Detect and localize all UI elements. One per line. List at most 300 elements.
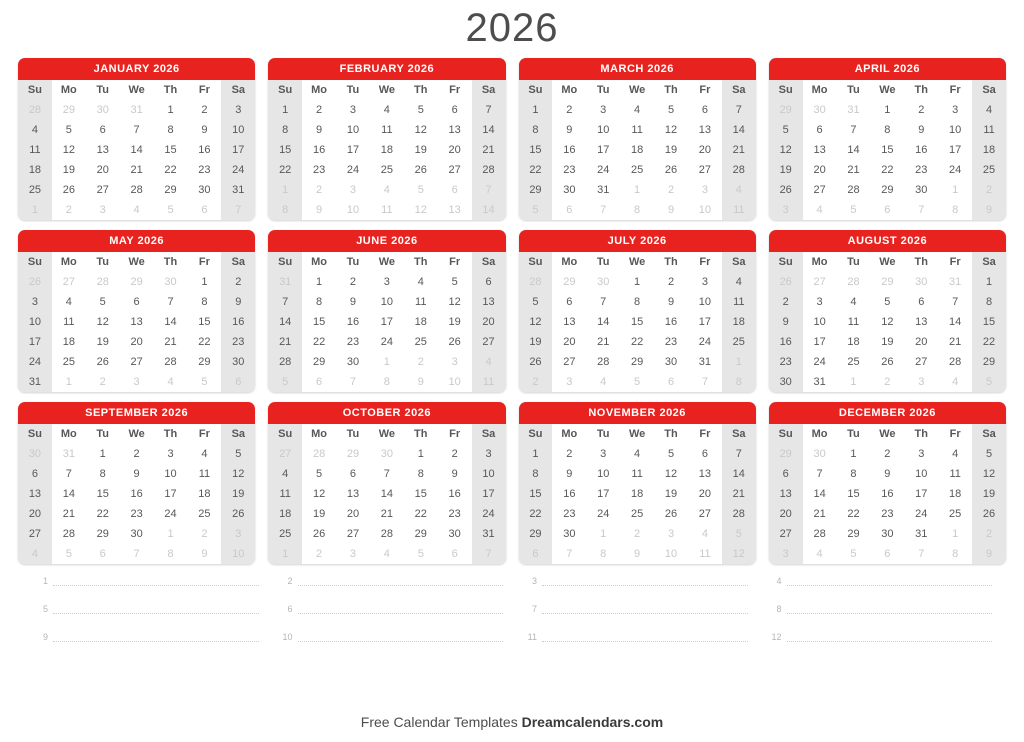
day-cell-outside[interactable]: 29 bbox=[552, 272, 586, 292]
day-cell[interactable]: 8 bbox=[519, 120, 553, 140]
day-cell[interactable]: 21 bbox=[938, 332, 972, 352]
day-cell[interactable]: 27 bbox=[438, 160, 472, 180]
day-cell[interactable]: 16 bbox=[552, 484, 586, 504]
day-cell[interactable]: 14 bbox=[586, 312, 620, 332]
day-cell[interactable]: 30 bbox=[769, 372, 803, 392]
day-cell[interactable]: 4 bbox=[268, 464, 302, 484]
day-cell-outside[interactable]: 5 bbox=[837, 544, 871, 564]
day-cell[interactable]: 13 bbox=[18, 484, 52, 504]
day-cell-outside[interactable]: 8 bbox=[154, 544, 188, 564]
note-rule[interactable] bbox=[298, 632, 504, 642]
day-cell-outside[interactable]: 4 bbox=[154, 372, 188, 392]
day-cell-outside[interactable]: 2 bbox=[620, 524, 654, 544]
day-cell[interactable]: 26 bbox=[769, 180, 803, 200]
day-cell[interactable]: 21 bbox=[154, 332, 188, 352]
day-cell[interactable]: 27 bbox=[120, 352, 154, 372]
day-cell-outside[interactable]: 11 bbox=[472, 372, 506, 392]
day-cell[interactable]: 14 bbox=[154, 312, 188, 332]
day-cell[interactable]: 18 bbox=[404, 312, 438, 332]
day-cell[interactable]: 6 bbox=[769, 464, 803, 484]
day-cell[interactable]: 7 bbox=[268, 292, 302, 312]
day-cell[interactable]: 31 bbox=[904, 524, 938, 544]
day-cell[interactable]: 21 bbox=[803, 504, 837, 524]
day-cell[interactable]: 10 bbox=[154, 464, 188, 484]
day-cell-outside[interactable]: 4 bbox=[472, 352, 506, 372]
day-cell[interactable]: 27 bbox=[336, 524, 370, 544]
day-cell-outside[interactable]: 7 bbox=[120, 544, 154, 564]
day-cell[interactable]: 1 bbox=[519, 100, 553, 120]
day-cell-outside[interactable]: 1 bbox=[154, 524, 188, 544]
day-cell[interactable]: 11 bbox=[370, 120, 404, 140]
day-cell[interactable]: 4 bbox=[18, 120, 52, 140]
day-cell[interactable]: 24 bbox=[803, 352, 837, 372]
day-cell[interactable]: 16 bbox=[769, 332, 803, 352]
day-cell-outside[interactable]: 2 bbox=[52, 200, 86, 220]
day-cell[interactable]: 3 bbox=[938, 100, 972, 120]
day-cell-outside[interactable]: 4 bbox=[370, 180, 404, 200]
day-cell[interactable]: 6 bbox=[86, 120, 120, 140]
day-cell[interactable]: 20 bbox=[472, 312, 506, 332]
day-cell[interactable]: 2 bbox=[120, 444, 154, 464]
day-cell-outside[interactable]: 5 bbox=[404, 180, 438, 200]
day-cell[interactable]: 6 bbox=[120, 292, 154, 312]
day-cell-outside[interactable]: 29 bbox=[769, 444, 803, 464]
day-cell-outside[interactable]: 4 bbox=[803, 200, 837, 220]
day-cell-outside[interactable]: 3 bbox=[438, 352, 472, 372]
day-cell[interactable]: 17 bbox=[803, 332, 837, 352]
day-cell[interactable]: 21 bbox=[472, 140, 506, 160]
day-cell-outside[interactable]: 8 bbox=[620, 200, 654, 220]
day-cell[interactable]: 28 bbox=[722, 160, 756, 180]
day-cell[interactable]: 17 bbox=[586, 484, 620, 504]
day-cell-outside[interactable]: 10 bbox=[654, 544, 688, 564]
day-cell-outside[interactable]: 3 bbox=[336, 180, 370, 200]
day-cell[interactable]: 4 bbox=[370, 100, 404, 120]
day-cell[interactable]: 6 bbox=[438, 100, 472, 120]
day-cell-outside[interactable]: 10 bbox=[221, 544, 255, 564]
day-cell[interactable]: 25 bbox=[370, 160, 404, 180]
day-cell[interactable]: 16 bbox=[221, 312, 255, 332]
day-cell[interactable]: 4 bbox=[620, 444, 654, 464]
day-cell[interactable]: 24 bbox=[586, 160, 620, 180]
day-cell[interactable]: 19 bbox=[221, 484, 255, 504]
day-cell[interactable]: 11 bbox=[972, 120, 1006, 140]
day-cell[interactable]: 23 bbox=[302, 160, 336, 180]
day-cell[interactable]: 19 bbox=[972, 484, 1006, 504]
day-cell[interactable]: 31 bbox=[803, 372, 837, 392]
day-cell-outside[interactable]: 12 bbox=[722, 544, 756, 564]
day-cell[interactable]: 23 bbox=[870, 504, 904, 524]
day-cell[interactable]: 13 bbox=[472, 292, 506, 312]
day-cell[interactable]: 28 bbox=[938, 352, 972, 372]
day-cell-outside[interactable]: 1 bbox=[370, 352, 404, 372]
day-cell[interactable]: 6 bbox=[803, 120, 837, 140]
day-cell-outside[interactable]: 7 bbox=[586, 200, 620, 220]
day-cell-outside[interactable]: 7 bbox=[904, 200, 938, 220]
note-line[interactable] bbox=[766, 576, 993, 586]
day-cell-outside[interactable]: 5 bbox=[722, 524, 756, 544]
day-cell[interactable]: 26 bbox=[870, 352, 904, 372]
day-cell[interactable]: 9 bbox=[221, 292, 255, 312]
day-cell-outside[interactable]: 1 bbox=[18, 200, 52, 220]
day-cell[interactable]: 4 bbox=[972, 100, 1006, 120]
day-cell[interactable]: 15 bbox=[519, 484, 553, 504]
day-cell[interactable]: 20 bbox=[552, 332, 586, 352]
day-cell[interactable]: 14 bbox=[938, 312, 972, 332]
day-cell-outside[interactable]: 30 bbox=[904, 272, 938, 292]
day-cell-outside[interactable]: 3 bbox=[904, 372, 938, 392]
day-cell[interactable]: 30 bbox=[120, 524, 154, 544]
day-cell[interactable]: 21 bbox=[268, 332, 302, 352]
day-cell[interactable]: 7 bbox=[837, 120, 871, 140]
day-cell[interactable]: 17 bbox=[336, 140, 370, 160]
day-cell[interactable]: 23 bbox=[552, 504, 586, 524]
day-cell-outside[interactable]: 10 bbox=[688, 200, 722, 220]
day-cell[interactable]: 14 bbox=[803, 484, 837, 504]
day-cell[interactable]: 9 bbox=[120, 464, 154, 484]
day-cell[interactable]: 22 bbox=[837, 504, 871, 524]
day-cell[interactable]: 10 bbox=[472, 464, 506, 484]
day-cell-outside[interactable]: 31 bbox=[938, 272, 972, 292]
day-cell-outside[interactable]: 7 bbox=[472, 544, 506, 564]
day-cell[interactable]: 6 bbox=[336, 464, 370, 484]
day-cell[interactable]: 12 bbox=[302, 484, 336, 504]
day-cell-outside[interactable]: 1 bbox=[268, 180, 302, 200]
day-cell-outside[interactable]: 4 bbox=[688, 524, 722, 544]
day-cell[interactable]: 23 bbox=[438, 504, 472, 524]
day-cell-outside[interactable]: 29 bbox=[769, 100, 803, 120]
day-cell-outside[interactable]: 30 bbox=[86, 100, 120, 120]
day-cell[interactable]: 19 bbox=[52, 160, 86, 180]
day-cell[interactable]: 20 bbox=[120, 332, 154, 352]
day-cell-outside[interactable]: 29 bbox=[120, 272, 154, 292]
day-cell[interactable]: 22 bbox=[620, 332, 654, 352]
day-cell-outside[interactable]: 9 bbox=[187, 544, 221, 564]
day-cell[interactable]: 9 bbox=[438, 464, 472, 484]
day-cell-outside[interactable]: 30 bbox=[803, 444, 837, 464]
day-cell-outside[interactable]: 6 bbox=[86, 544, 120, 564]
day-cell[interactable]: 12 bbox=[654, 464, 688, 484]
day-cell[interactable]: 8 bbox=[268, 120, 302, 140]
note-rule[interactable] bbox=[298, 576, 504, 586]
day-cell[interactable]: 5 bbox=[86, 292, 120, 312]
day-cell[interactable]: 12 bbox=[221, 464, 255, 484]
day-cell[interactable]: 18 bbox=[620, 140, 654, 160]
day-cell[interactable]: 5 bbox=[302, 464, 336, 484]
day-cell-outside[interactable]: 13 bbox=[438, 200, 472, 220]
day-cell[interactable]: 15 bbox=[519, 140, 553, 160]
day-cell[interactable]: 24 bbox=[904, 504, 938, 524]
day-cell-outside[interactable]: 2 bbox=[654, 180, 688, 200]
note-rule[interactable] bbox=[542, 576, 748, 586]
day-cell-outside[interactable]: 6 bbox=[519, 544, 553, 564]
day-cell[interactable]: 19 bbox=[769, 160, 803, 180]
day-cell[interactable]: 15 bbox=[268, 140, 302, 160]
note-line[interactable] bbox=[32, 632, 259, 642]
day-cell[interactable]: 8 bbox=[86, 464, 120, 484]
note-rule[interactable] bbox=[542, 632, 748, 642]
day-cell[interactable]: 29 bbox=[302, 352, 336, 372]
day-cell-outside[interactable]: 3 bbox=[120, 372, 154, 392]
day-cell-outside[interactable]: 2 bbox=[972, 524, 1006, 544]
day-cell-outside[interactable]: 28 bbox=[302, 444, 336, 464]
day-cell[interactable]: 29 bbox=[187, 352, 221, 372]
note-rule[interactable] bbox=[787, 576, 993, 586]
day-cell[interactable]: 13 bbox=[438, 120, 472, 140]
day-cell[interactable]: 1 bbox=[837, 444, 871, 464]
day-cell[interactable]: 3 bbox=[904, 444, 938, 464]
day-cell[interactable]: 10 bbox=[938, 120, 972, 140]
day-cell[interactable]: 18 bbox=[938, 484, 972, 504]
day-cell[interactable]: 1 bbox=[972, 272, 1006, 292]
day-cell[interactable]: 16 bbox=[870, 484, 904, 504]
day-cell[interactable]: 8 bbox=[972, 292, 1006, 312]
day-cell-outside[interactable]: 6 bbox=[438, 544, 472, 564]
day-cell[interactable]: 10 bbox=[586, 464, 620, 484]
day-cell[interactable]: 11 bbox=[722, 292, 756, 312]
day-cell[interactable]: 25 bbox=[18, 180, 52, 200]
day-cell-outside[interactable]: 6 bbox=[221, 372, 255, 392]
day-cell-outside[interactable]: 2 bbox=[404, 352, 438, 372]
day-cell[interactable]: 2 bbox=[221, 272, 255, 292]
day-cell[interactable]: 28 bbox=[837, 180, 871, 200]
day-cell[interactable]: 18 bbox=[370, 140, 404, 160]
day-cell[interactable]: 28 bbox=[472, 160, 506, 180]
day-cell[interactable]: 15 bbox=[870, 140, 904, 160]
day-cell[interactable]: 14 bbox=[120, 140, 154, 160]
day-cell-outside[interactable]: 1 bbox=[52, 372, 86, 392]
day-cell-outside[interactable]: 4 bbox=[586, 372, 620, 392]
day-cell-outside[interactable]: 7 bbox=[472, 180, 506, 200]
day-cell[interactable]: 6 bbox=[472, 272, 506, 292]
day-cell-outside[interactable]: 26 bbox=[18, 272, 52, 292]
day-cell[interactable]: 11 bbox=[187, 464, 221, 484]
day-cell[interactable]: 11 bbox=[52, 312, 86, 332]
day-cell-outside[interactable]: 1 bbox=[268, 544, 302, 564]
day-cell[interactable]: 1 bbox=[302, 272, 336, 292]
day-cell[interactable]: 20 bbox=[769, 504, 803, 524]
day-cell[interactable]: 31 bbox=[221, 180, 255, 200]
day-cell[interactable]: 1 bbox=[154, 100, 188, 120]
note-line[interactable] bbox=[521, 632, 748, 642]
day-cell[interactable]: 28 bbox=[370, 524, 404, 544]
note-line[interactable] bbox=[277, 576, 504, 586]
day-cell[interactable]: 31 bbox=[688, 352, 722, 372]
day-cell[interactable]: 13 bbox=[86, 140, 120, 160]
day-cell[interactable]: 30 bbox=[438, 524, 472, 544]
day-cell[interactable]: 7 bbox=[154, 292, 188, 312]
day-cell[interactable]: 26 bbox=[404, 160, 438, 180]
day-cell[interactable]: 24 bbox=[18, 352, 52, 372]
day-cell-outside[interactable]: 3 bbox=[769, 200, 803, 220]
day-cell[interactable]: 18 bbox=[268, 504, 302, 524]
day-cell[interactable]: 31 bbox=[18, 372, 52, 392]
day-cell[interactable]: 28 bbox=[120, 180, 154, 200]
day-cell-outside[interactable]: 7 bbox=[688, 372, 722, 392]
day-cell-outside[interactable]: 3 bbox=[336, 544, 370, 564]
day-cell[interactable]: 4 bbox=[837, 292, 871, 312]
day-cell[interactable]: 5 bbox=[221, 444, 255, 464]
day-cell-outside[interactable]: 11 bbox=[688, 544, 722, 564]
day-cell-outside[interactable]: 5 bbox=[620, 372, 654, 392]
day-cell[interactable]: 25 bbox=[722, 332, 756, 352]
day-cell[interactable]: 2 bbox=[552, 100, 586, 120]
day-cell[interactable]: 10 bbox=[18, 312, 52, 332]
day-cell-outside[interactable]: 29 bbox=[52, 100, 86, 120]
day-cell[interactable]: 8 bbox=[154, 120, 188, 140]
day-cell[interactable]: 25 bbox=[404, 332, 438, 352]
day-cell[interactable]: 4 bbox=[722, 272, 756, 292]
day-cell-outside[interactable]: 10 bbox=[336, 200, 370, 220]
day-cell[interactable]: 3 bbox=[803, 292, 837, 312]
day-cell-outside[interactable]: 2 bbox=[519, 372, 553, 392]
day-cell-outside[interactable]: 6 bbox=[438, 180, 472, 200]
day-cell-outside[interactable]: 3 bbox=[769, 544, 803, 564]
day-cell[interactable]: 30 bbox=[904, 180, 938, 200]
day-cell[interactable]: 23 bbox=[769, 352, 803, 372]
day-cell[interactable]: 17 bbox=[154, 484, 188, 504]
day-cell-outside[interactable]: 8 bbox=[938, 200, 972, 220]
day-cell[interactable]: 19 bbox=[870, 332, 904, 352]
day-cell-outside[interactable]: 26 bbox=[769, 272, 803, 292]
note-rule[interactable] bbox=[542, 604, 748, 614]
day-cell[interactable]: 5 bbox=[404, 100, 438, 120]
day-cell[interactable]: 29 bbox=[620, 352, 654, 372]
day-cell-outside[interactable]: 5 bbox=[268, 372, 302, 392]
day-cell[interactable]: 24 bbox=[221, 160, 255, 180]
day-cell[interactable]: 29 bbox=[519, 180, 553, 200]
day-cell[interactable]: 1 bbox=[187, 272, 221, 292]
day-cell-outside[interactable]: 3 bbox=[221, 524, 255, 544]
day-cell[interactable]: 9 bbox=[769, 312, 803, 332]
day-cell[interactable]: 15 bbox=[972, 312, 1006, 332]
day-cell[interactable]: 21 bbox=[370, 504, 404, 524]
day-cell[interactable]: 30 bbox=[870, 524, 904, 544]
day-cell[interactable]: 3 bbox=[586, 444, 620, 464]
day-cell[interactable]: 11 bbox=[620, 464, 654, 484]
day-cell[interactable]: 26 bbox=[654, 160, 688, 180]
day-cell-outside[interactable]: 2 bbox=[972, 180, 1006, 200]
day-cell[interactable]: 18 bbox=[18, 160, 52, 180]
day-cell[interactable]: 2 bbox=[187, 100, 221, 120]
day-cell-outside[interactable]: 11 bbox=[370, 200, 404, 220]
day-cell-outside[interactable]: 3 bbox=[86, 200, 120, 220]
note-line[interactable] bbox=[277, 632, 504, 642]
day-cell[interactable]: 9 bbox=[904, 120, 938, 140]
day-cell-outside[interactable]: 31 bbox=[120, 100, 154, 120]
day-cell[interactable]: 2 bbox=[336, 272, 370, 292]
day-cell[interactable]: 9 bbox=[654, 292, 688, 312]
day-cell-outside[interactable]: 30 bbox=[154, 272, 188, 292]
day-cell[interactable]: 28 bbox=[803, 524, 837, 544]
note-line[interactable] bbox=[766, 604, 993, 614]
day-cell[interactable]: 20 bbox=[18, 504, 52, 524]
day-cell[interactable]: 26 bbox=[302, 524, 336, 544]
day-cell[interactable]: 30 bbox=[336, 352, 370, 372]
day-cell[interactable]: 3 bbox=[154, 444, 188, 464]
day-cell-outside[interactable]: 12 bbox=[404, 200, 438, 220]
day-cell[interactable]: 14 bbox=[722, 120, 756, 140]
day-cell[interactable]: 25 bbox=[972, 160, 1006, 180]
day-cell-outside[interactable]: 4 bbox=[370, 544, 404, 564]
day-cell-outside[interactable]: 30 bbox=[370, 444, 404, 464]
day-cell[interactable]: 26 bbox=[654, 504, 688, 524]
day-cell[interactable]: 10 bbox=[221, 120, 255, 140]
day-cell[interactable]: 7 bbox=[803, 464, 837, 484]
day-cell[interactable]: 24 bbox=[336, 160, 370, 180]
day-cell-outside[interactable]: 3 bbox=[654, 524, 688, 544]
day-cell-outside[interactable]: 4 bbox=[18, 544, 52, 564]
day-cell[interactable]: 10 bbox=[688, 292, 722, 312]
day-cell[interactable]: 10 bbox=[336, 120, 370, 140]
day-cell[interactable]: 5 bbox=[654, 444, 688, 464]
day-cell[interactable]: 17 bbox=[688, 312, 722, 332]
day-cell-outside[interactable]: 10 bbox=[438, 372, 472, 392]
day-cell-outside[interactable]: 27 bbox=[52, 272, 86, 292]
day-cell[interactable]: 8 bbox=[404, 464, 438, 484]
day-cell-outside[interactable]: 5 bbox=[52, 544, 86, 564]
day-cell-outside[interactable]: 28 bbox=[18, 100, 52, 120]
day-cell[interactable]: 31 bbox=[472, 524, 506, 544]
day-cell[interactable]: 7 bbox=[938, 292, 972, 312]
day-cell[interactable]: 7 bbox=[472, 100, 506, 120]
day-cell[interactable]: 19 bbox=[519, 332, 553, 352]
day-cell[interactable]: 19 bbox=[302, 504, 336, 524]
day-cell[interactable]: 23 bbox=[654, 332, 688, 352]
day-cell[interactable]: 13 bbox=[120, 312, 154, 332]
day-cell[interactable]: 28 bbox=[154, 352, 188, 372]
day-cell[interactable]: 14 bbox=[370, 484, 404, 504]
day-cell-outside[interactable]: 3 bbox=[552, 372, 586, 392]
day-cell-outside[interactable]: 2 bbox=[870, 372, 904, 392]
day-cell[interactable]: 25 bbox=[620, 504, 654, 524]
day-cell[interactable]: 2 bbox=[769, 292, 803, 312]
day-cell[interactable]: 28 bbox=[722, 504, 756, 524]
day-cell[interactable]: 15 bbox=[187, 312, 221, 332]
day-cell-outside[interactable]: 14 bbox=[472, 200, 506, 220]
day-cell[interactable]: 25 bbox=[938, 504, 972, 524]
day-cell-outside[interactable]: 31 bbox=[268, 272, 302, 292]
day-cell-outside[interactable]: 29 bbox=[336, 444, 370, 464]
day-cell[interactable]: 6 bbox=[552, 292, 586, 312]
day-cell-outside[interactable]: 4 bbox=[938, 372, 972, 392]
day-cell[interactable]: 23 bbox=[221, 332, 255, 352]
day-cell-outside[interactable]: 9 bbox=[302, 200, 336, 220]
day-cell[interactable]: 1 bbox=[86, 444, 120, 464]
day-cell[interactable]: 30 bbox=[552, 524, 586, 544]
day-cell-outside[interactable]: 30 bbox=[803, 100, 837, 120]
day-cell[interactable]: 26 bbox=[972, 504, 1006, 524]
day-cell[interactable]: 24 bbox=[586, 504, 620, 524]
day-cell[interactable]: 23 bbox=[552, 160, 586, 180]
day-cell[interactable]: 28 bbox=[52, 524, 86, 544]
day-cell[interactable]: 7 bbox=[52, 464, 86, 484]
day-cell-outside[interactable]: 8 bbox=[586, 544, 620, 564]
note-rule[interactable] bbox=[53, 632, 259, 642]
day-cell[interactable]: 5 bbox=[870, 292, 904, 312]
day-cell[interactable]: 7 bbox=[722, 444, 756, 464]
day-cell[interactable]: 10 bbox=[904, 464, 938, 484]
day-cell[interactable]: 19 bbox=[654, 484, 688, 504]
day-cell[interactable]: 18 bbox=[837, 332, 871, 352]
day-cell[interactable]: 4 bbox=[52, 292, 86, 312]
day-cell[interactable]: 3 bbox=[472, 444, 506, 464]
day-cell[interactable]: 20 bbox=[336, 504, 370, 524]
day-cell[interactable]: 17 bbox=[938, 140, 972, 160]
day-cell-outside[interactable]: 3 bbox=[688, 180, 722, 200]
day-cell[interactable]: 21 bbox=[586, 332, 620, 352]
day-cell-outside[interactable]: 2 bbox=[86, 372, 120, 392]
